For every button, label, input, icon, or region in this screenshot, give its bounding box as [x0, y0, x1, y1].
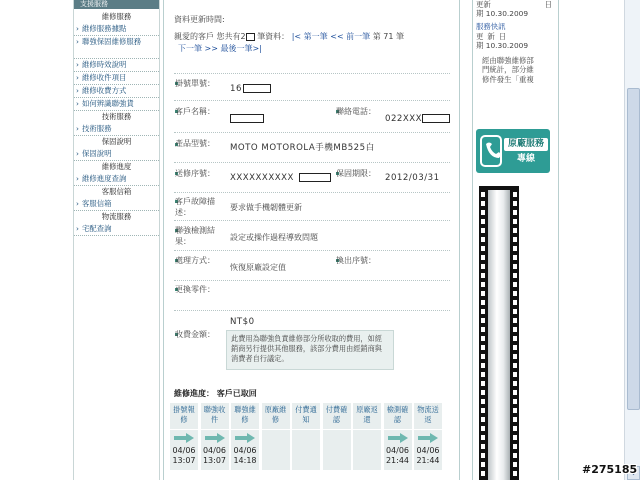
- sprocket-hole: [481, 219, 485, 224]
- sprocket-hole: [481, 273, 485, 278]
- vertical-scrollbar[interactable]: [624, 0, 640, 480]
- progress-step-arrow-cell: [262, 430, 290, 446]
- sprocket-hole: [513, 192, 517, 197]
- progress-step-arrow-cell: [414, 430, 442, 446]
- inspect-value: 設定或操作過程導致問題: [230, 233, 318, 242]
- sprocket-hole: [513, 462, 517, 467]
- sprocket-hole: [513, 399, 517, 404]
- sidebar-item[interactable]: › 技術服務: [74, 124, 159, 134]
- handling-value: 恢復原廠設定值: [230, 263, 286, 272]
- sidebar-item[interactable]: › 客服信箱: [74, 199, 159, 209]
- progress-row: [174, 388, 257, 399]
- progress-step-arrow-cell: [231, 430, 259, 446]
- left-sidebar: [73, 0, 160, 480]
- sprocket-hole: [513, 246, 517, 251]
- sidebar-divider: [74, 235, 159, 236]
- progress-step-name: 物流送返: [414, 403, 442, 429]
- sprocket-hole: [481, 363, 485, 368]
- divider: [174, 220, 450, 221]
- divider: [174, 162, 450, 163]
- customer-label: 客戶名稱：: [175, 107, 215, 116]
- sidebar-divider: [74, 185, 159, 186]
- sidebar-item[interactable]: › 宅配查詢: [74, 224, 159, 234]
- sprocket-hole: [481, 327, 485, 332]
- sprocket-hole: [513, 318, 517, 323]
- film-strip-banner[interactable]: [479, 186, 519, 480]
- progress-step-name: 原廠返還: [353, 403, 381, 429]
- progress-step-name: 聯強維修: [231, 403, 259, 429]
- sprocket-hole: [481, 228, 485, 233]
- progress-step-arrow-cell: [323, 430, 351, 446]
- progress-step-time: [201, 446, 229, 470]
- banner-line-2: 專線: [516, 154, 535, 164]
- fee-label: 收費金額：: [175, 330, 215, 339]
- sprocket-hole: [481, 453, 485, 458]
- sprocket-hole: [481, 345, 485, 350]
- progress-step-date: 04/06: [172, 446, 196, 455]
- progress-step-name: 掛號報修: [170, 403, 198, 429]
- sprocket-hole: [513, 210, 517, 215]
- sprocket-hole: [513, 390, 517, 395]
- scrollbar-thumb[interactable]: [627, 88, 640, 410]
- sprocket-hole: [481, 246, 485, 251]
- parts-label: 更換零件：: [175, 285, 215, 294]
- phone-icon: [479, 134, 503, 168]
- sprocket-hole: [481, 462, 485, 467]
- sidebar-item[interactable]: › 聯強保固維修服務: [74, 37, 159, 47]
- sidebar-item[interactable]: › 維修時效說明: [74, 60, 159, 70]
- news-item-1[interactable]: [476, 0, 552, 18]
- news2-line1: 更新日: [476, 31, 511, 41]
- sprocket-hole: [481, 426, 485, 431]
- progress-step-time: [231, 446, 259, 470]
- progress-step-clock: 14:18: [233, 456, 257, 465]
- right-panel: [472, 0, 559, 480]
- redacted-serial: [299, 173, 331, 182]
- sprocket-hole: [513, 435, 517, 440]
- warranty-label: 保固期限：: [336, 169, 376, 178]
- fault-label: 客戶故障描述：: [175, 197, 215, 217]
- pager-next-link[interactable]: 下一筆 >>: [178, 44, 218, 53]
- sprocket-hole: [513, 471, 517, 476]
- sprocket-hole: [513, 444, 517, 449]
- progress-step-arrow-cell: [384, 430, 412, 446]
- sprocket-hole: [513, 372, 517, 377]
- sidebar-section-heading: 客服信箱: [101, 187, 132, 196]
- divider: [174, 310, 450, 311]
- pager-prev-link[interactable]: << 前一筆: [330, 32, 371, 41]
- arrow-right-icon: [205, 433, 225, 443]
- fee-note: 此費用為聯強負責維修部分所收取的費用，如經銷商另行提供其他服務，該部分費用由經銷商與消費者自行議定。: [226, 330, 394, 370]
- greeting-line: [174, 31, 404, 42]
- sprocket-hole: [481, 435, 485, 440]
- sprocket-hole: [513, 219, 517, 224]
- sprocket-hole: [513, 426, 517, 431]
- divider: [174, 250, 450, 251]
- sidebar-divider: [74, 35, 159, 36]
- news2-text1: 經由聯強維修部: [482, 55, 534, 65]
- model-value: MOTO MOTOROLA手機MB525白: [230, 143, 375, 153]
- progress-step-time: [414, 446, 442, 470]
- pager-last-link[interactable]: 最後一筆>|: [220, 44, 262, 53]
- sprocket-hole: [513, 345, 517, 350]
- progress-step-time: [323, 446, 351, 470]
- sprocket-hole: [481, 255, 485, 260]
- sidebar-divider: [74, 110, 159, 111]
- sprocket-hole: [481, 336, 485, 341]
- film-strip-frame: [488, 190, 510, 480]
- divider: [174, 192, 450, 193]
- banner-line-1: 原廠服務: [504, 138, 548, 151]
- sidebar-divider: [74, 135, 159, 136]
- sprocket-hole: [481, 192, 485, 197]
- sprocket-hole: [481, 444, 485, 449]
- progress-step-time: [262, 446, 290, 470]
- sidebar-section-heading: 技術服務: [101, 112, 132, 121]
- sprocket-hole: [513, 354, 517, 359]
- sprocket-hole: [481, 417, 485, 422]
- ticket-value: 16: [230, 84, 242, 94]
- progress-label: 維修進度：: [174, 389, 214, 398]
- serial-value: XXXXXXXXXX: [230, 173, 294, 183]
- sprocket-hole: [481, 201, 485, 206]
- handling-label: 處理方式：: [175, 256, 215, 265]
- news1-title: 更新: [476, 0, 491, 9]
- progress-step-clock: 21:44: [416, 456, 440, 465]
- sidebar-divider: [74, 210, 159, 211]
- sprocket-hole: [513, 408, 517, 413]
- sprocket-hole: [481, 318, 485, 323]
- divider: [174, 73, 450, 74]
- ticket-label: 掛號單號：: [175, 79, 215, 88]
- sidebar-section-heading: 維修進度: [101, 162, 132, 171]
- fee-value: NT$0: [230, 317, 255, 327]
- sprocket-hole: [513, 309, 517, 314]
- news-item-2[interactable]: [476, 22, 552, 84]
- pager-current: 第 71 筆: [372, 32, 404, 41]
- sidebar-divider: [74, 160, 159, 161]
- sprocket-hole: [481, 300, 485, 305]
- progress-step-time: [384, 446, 412, 470]
- sprocket-hole: [481, 381, 485, 386]
- progress-step-name: 聯強收件: [201, 403, 229, 429]
- sprocket-hole: [481, 399, 485, 404]
- sprocket-hole: [481, 291, 485, 296]
- news2-date: 期 10.30.2009: [476, 41, 529, 50]
- sprocket-hole: [513, 228, 517, 233]
- sprocket-hole: [481, 408, 485, 413]
- sprocket-hole: [513, 291, 517, 296]
- sprocket-hole: [481, 210, 485, 215]
- news2-title: 服務快訊: [476, 22, 506, 31]
- sprocket-hole: [513, 363, 517, 368]
- swap-label: 換出序號：: [336, 256, 376, 265]
- sidebar-item[interactable]: › 維修收件項目: [74, 73, 159, 83]
- progress-step-clock: 21:44: [385, 456, 410, 465]
- news1-mark: 日: [544, 0, 552, 9]
- warranty-value: 2012/03/31: [385, 173, 440, 183]
- fault-value: 要求做手機韌體更新: [230, 203, 302, 212]
- progress-step-name: 檢測確認: [384, 403, 412, 429]
- sprocket-hole: [513, 381, 517, 386]
- sprocket-hole: [513, 453, 517, 458]
- sidebar-item[interactable]: › 維修服務據點: [74, 24, 159, 34]
- sprocket-hole: [481, 372, 485, 377]
- progress-step-arrow-cell: [292, 430, 320, 446]
- progress-step-name: 付費通知: [292, 403, 320, 429]
- progress-step-time: [170, 446, 198, 470]
- progress-step-arrow-cell: [201, 430, 229, 446]
- sprocket-hole: [481, 237, 485, 242]
- sidebar-divider: [74, 97, 159, 98]
- progress-step-clock: 13:07: [202, 456, 227, 465]
- sidebar-top-label: 支援服務: [74, 0, 159, 9]
- redacted-phone: [422, 114, 450, 123]
- sprocket-hole: [513, 300, 517, 305]
- sprocket-hole: [481, 309, 485, 314]
- sprocket-hole: [513, 273, 517, 278]
- sprocket-hole: [513, 264, 517, 269]
- inspect-label: 聯強檢測結果：: [175, 226, 215, 246]
- sidebar-item[interactable]: › 維修收費方式: [74, 86, 159, 96]
- sprocket-hole: [481, 354, 485, 359]
- news1-date: 期 10.30.2009: [476, 9, 529, 18]
- progress-step-time: [292, 446, 320, 470]
- watermark: #275185: [582, 463, 638, 476]
- progress-step-name: 付費確認: [323, 403, 351, 429]
- sprocket-hole: [481, 471, 485, 476]
- news2-text2: 門統計，部分維: [482, 65, 534, 74]
- greeting-tail: 筆資料：: [257, 32, 290, 41]
- redacted-ticket: [243, 84, 271, 93]
- sprocket-hole: [481, 282, 485, 287]
- progress-step-time: [353, 446, 381, 470]
- progress-step-name: 原廠維修: [262, 403, 290, 429]
- progress-step-clock: 13:07: [172, 456, 196, 465]
- sprocket-hole: [513, 282, 517, 287]
- redacted-count: [246, 33, 255, 41]
- arrow-right-icon: [174, 433, 194, 443]
- main-panel: [163, 0, 460, 480]
- greeting-text: 親愛的客戶 您共有2: [174, 32, 246, 41]
- arrow-right-icon: [235, 433, 255, 443]
- progress-status: 客戶已取回: [216, 389, 257, 398]
- sprocket-hole: [513, 417, 517, 422]
- phone-value: 022XXX: [385, 114, 423, 124]
- phone-label: 聯絡電話：: [336, 107, 376, 116]
- divider: [174, 280, 450, 281]
- redacted-customer: [230, 114, 264, 123]
- divider: [174, 132, 450, 133]
- news2-text3: 修件發生「重複: [482, 74, 534, 84]
- service-hotline-banner[interactable]: [476, 129, 550, 173]
- sidebar-divider: [74, 71, 159, 72]
- divider: [174, 100, 450, 101]
- serial-label: 送修序號：: [175, 169, 215, 178]
- sidebar-divider: [74, 84, 159, 85]
- arrow-right-icon: [388, 433, 408, 443]
- sidebar-section-heading: 維修服務: [101, 12, 132, 21]
- arrow-right-icon: [418, 433, 438, 443]
- progress-step-date: 04/06: [233, 446, 257, 455]
- sidebar-item[interactable]: › 如何辨識聯強貨: [74, 99, 159, 109]
- progress-step-arrow-cell: [353, 430, 381, 446]
- progress-step-arrow-cell: [170, 430, 198, 446]
- sprocket-hole: [513, 201, 517, 206]
- sidebar-divider: [74, 58, 159, 59]
- pager-first-link[interactable]: |< 第一筆: [291, 32, 328, 41]
- sidebar-section-heading: 物流服務: [101, 212, 132, 221]
- progress-step-date: 04/06: [416, 446, 440, 455]
- sprocket-hole: [513, 237, 517, 242]
- sprocket-hole: [481, 390, 485, 395]
- sprocket-hole: [513, 327, 517, 332]
- sidebar-item[interactable]: › 維修進度查詢: [74, 174, 159, 184]
- model-label: 產品型號：: [175, 139, 215, 148]
- sidebar-item[interactable]: › 保固說明: [74, 149, 159, 159]
- progress-step-date: 04/06: [385, 446, 410, 455]
- sprocket-hole: [513, 336, 517, 341]
- update-time-label: 資料更新時間:: [174, 15, 225, 24]
- sprocket-hole: [481, 264, 485, 269]
- sidebar-section-heading: 保固說明: [101, 137, 132, 146]
- sprocket-hole: [513, 255, 517, 260]
- pager-line-2: [178, 43, 262, 54]
- progress-step-date: 04/06: [202, 446, 227, 455]
